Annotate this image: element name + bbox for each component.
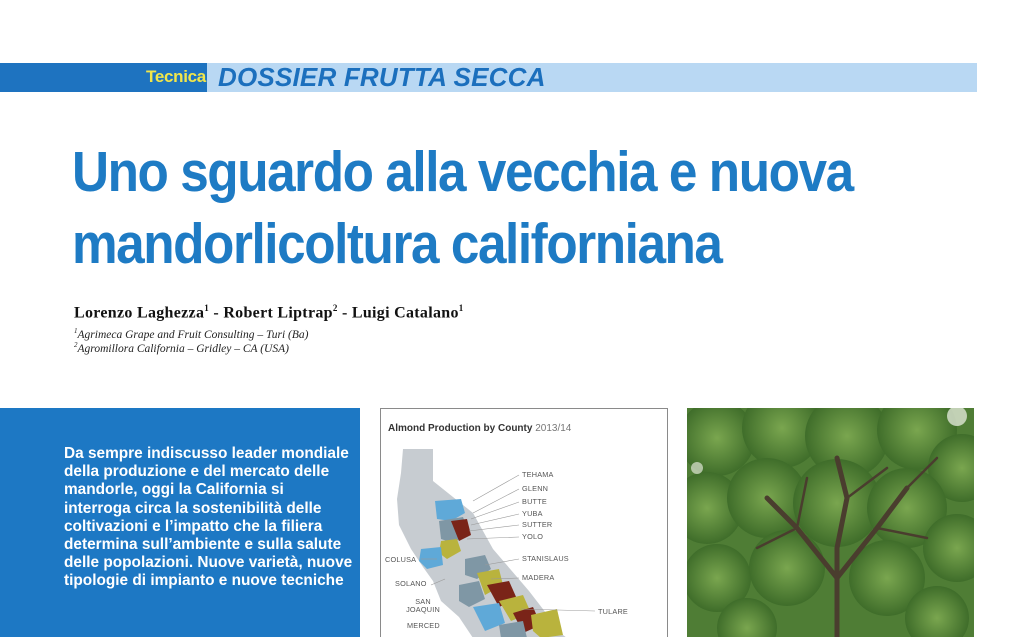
affiliation-text: Agromillora California – Gridley – CA (USA) <box>77 342 289 355</box>
map-title-text: Almond Production by County <box>388 423 533 434</box>
article-title: Uno sguardo alla vecchia e nuova mandorlicoltura californiana <box>72 140 853 276</box>
county-label: COLUSA <box>385 555 417 564</box>
author-name: Robert Liptrap <box>223 304 333 322</box>
map-title <box>388 423 571 434</box>
county-label: STANISLAUS <box>522 554 569 563</box>
abstract-text: Da sempre indiscusso leader mondiale della produzione e del mercato delle mandorle, oggi la California si interroga circa la sostenibilità delle coltivazioni e l’impatto che la filiera determina sull’ambiente e sulla salute delle popolazioni. Nuove varietà, nuove tipologie di impianto e nuove tecniche <box>64 445 353 590</box>
county-label: TULARE <box>598 607 628 616</box>
affiliation-mark: 1 <box>74 327 78 335</box>
county-label: SOLANO <box>395 579 427 588</box>
county-map-figure <box>380 408 668 637</box>
county-label: BUTTE <box>522 497 547 506</box>
author-separator: - <box>209 304 224 322</box>
county-label: TEHAMA <box>522 470 554 479</box>
county-label: SUTTER <box>522 520 553 529</box>
county-label: SAN JOAQUIN <box>406 597 440 614</box>
county-label: YOLO <box>522 532 544 541</box>
county-label: YUBA <box>522 509 543 518</box>
affiliation-mark: 2 <box>74 341 78 349</box>
map-season: 2013/14 <box>535 423 572 434</box>
author-separator: - <box>337 304 352 322</box>
author-name: Luigi Catalano <box>351 304 459 322</box>
affiliation-text: Agrimeca Grape and Fruit Consulting – Turi (Ba) <box>77 328 309 341</box>
dossier-title: DOSSIER FRUTTA SECCA <box>218 62 546 92</box>
county-label: MADERA <box>522 573 555 582</box>
author-line <box>74 303 464 322</box>
affiliation <box>74 327 308 341</box>
almond-tree-photo <box>687 408 974 637</box>
county-label: GLENN <box>522 484 549 493</box>
tree-illustration <box>687 408 974 637</box>
author-mark: 1 <box>204 303 210 313</box>
section-tag: Tecnica <box>146 67 206 86</box>
author-mark: 2 <box>332 303 338 313</box>
author-name: Lorenzo Laghezza <box>74 304 205 322</box>
affiliation <box>74 341 289 355</box>
author-mark: 1 <box>458 303 464 313</box>
county-label: MERCED <box>407 621 440 630</box>
